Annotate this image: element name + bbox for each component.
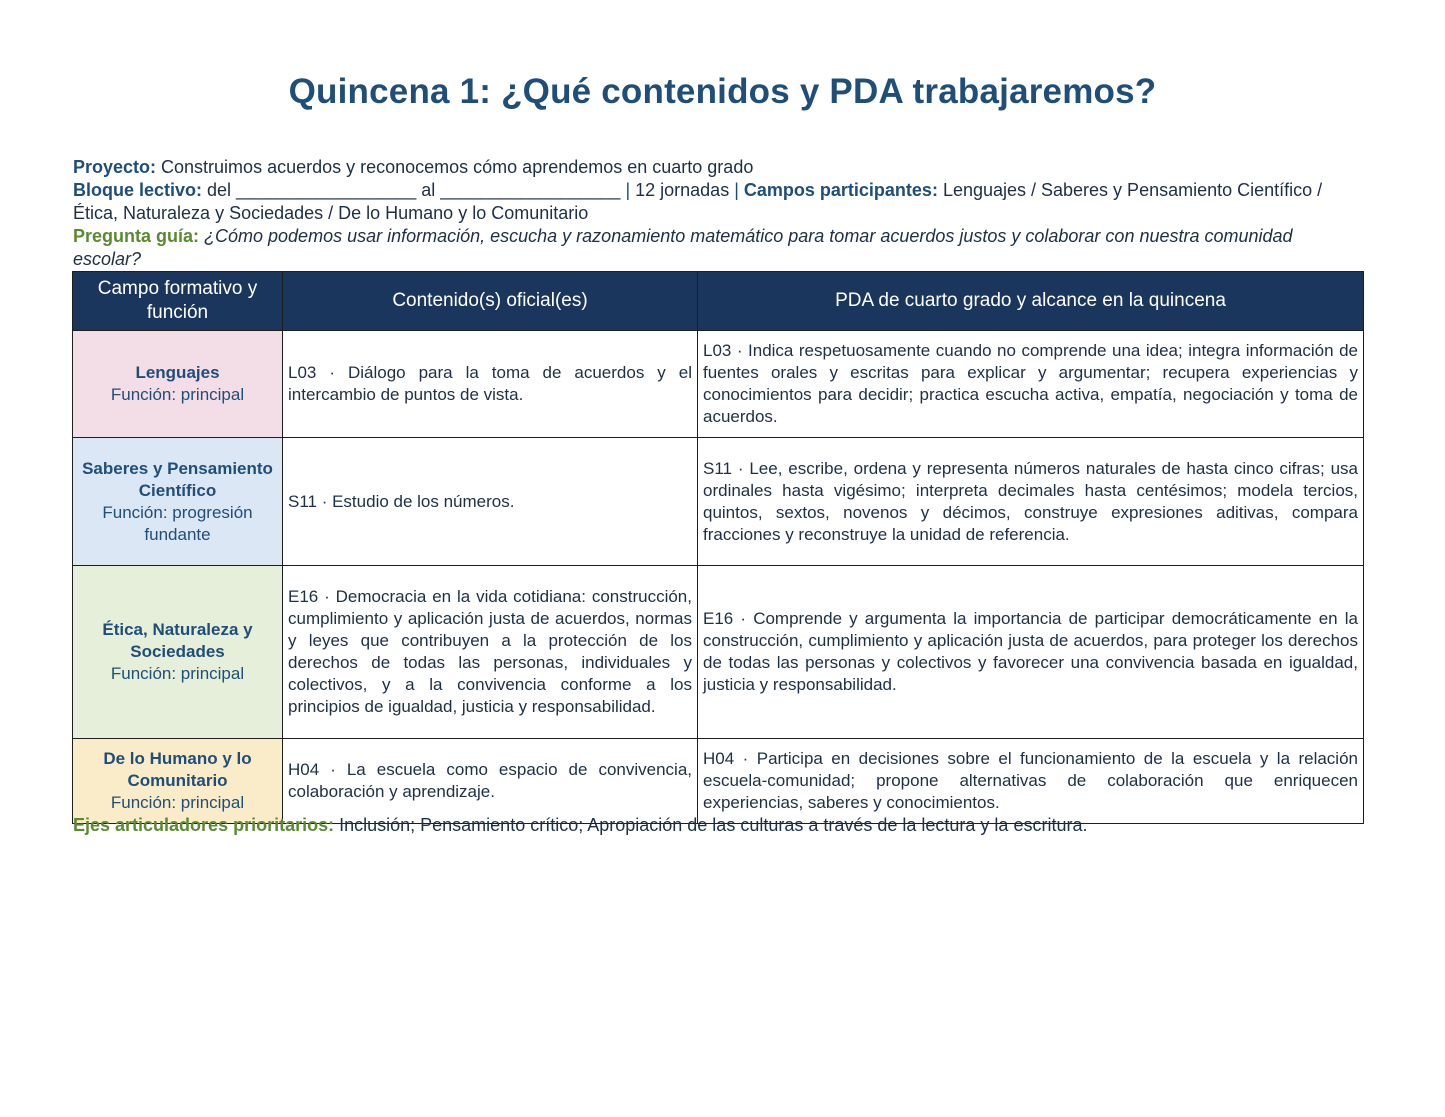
ejes-label: Ejes articuladores prioritarios:: [73, 815, 335, 835]
table-header-row: [73, 272, 1364, 331]
contenido-cell: S11 · Estudio de los números.: [283, 438, 698, 566]
campos-separator: |: [729, 180, 744, 200]
pregunta-line: [73, 225, 1363, 271]
proyecto-label: Proyecto:: [73, 157, 157, 177]
bloque-label: Bloque lectivo:: [73, 180, 203, 200]
jornadas-separator: |: [625, 180, 636, 200]
header-pda: PDA de cuarto grado y alcance en la quincena: [698, 272, 1364, 331]
campo-funcion: Función: progresión fundante: [102, 502, 253, 544]
table-row: [73, 438, 1364, 566]
bloque-line: [73, 179, 1363, 225]
pregunta-value: ¿Cómo podemos usar información, escucha y razonamiento matemático para tomar acuerdos justos y colaborar con nuestra comunidad escolar?: [73, 226, 1293, 269]
proyecto-value: Construimos acuerdos y reconocemos cómo aprendemos en cuarto grado: [156, 157, 754, 177]
ejes-articuladores: [73, 814, 1363, 837]
contenido-cell: H04 · La escuela como espacio de convivencia, colaboración y aprendizaje.: [283, 739, 698, 824]
campo-name: Ética, Naturaleza y Sociedades: [102, 620, 253, 661]
campo-cell: [73, 566, 283, 739]
pda-cell: H04 · Participa en decisiones sobre el funcionamiento de la escuela y la relación escuela-comunidad; propone alternativas de colaboración que enriquecen experiencias, saberes y conocimientos.: [698, 739, 1364, 824]
campos-label: Campos participantes:: [743, 180, 938, 200]
table-row: [73, 566, 1364, 739]
table-row: [73, 739, 1364, 824]
campo-name: De lo Humano y lo Comunitario: [103, 749, 252, 790]
contenido-cell: L03 · Diálogo para la toma de acuerdos y el intercambio de puntos de vista.: [283, 331, 698, 438]
project-info: [73, 156, 1363, 271]
header-campo: Campo formativo y función: [73, 272, 283, 331]
campo-cell: [73, 739, 283, 824]
proyecto-line: [73, 156, 1363, 179]
table-row: [73, 331, 1364, 438]
header-contenido: Contenido(s) oficial(es): [283, 272, 698, 331]
pregunta-label: Pregunta guía:: [73, 226, 200, 246]
campo-funcion: Función: principal: [110, 385, 245, 404]
page-title: Quincena 1: ¿Qué contenidos y PDA trabajaremos?: [288, 72, 1157, 111]
campo-name: Lenguajes: [135, 363, 220, 382]
campo-funcion: Función: principal: [110, 793, 245, 812]
contenido-cell: E16 · Democracia en la vida cotidiana: construcción, cumplimiento y aplicación justa de acuerdos, normas y leyes que contribuyen a la protección de los derechos de todas las personas, individuales y colectivos, y a la convivencia conforme a los principios de igualdad, justicia y responsabilidad.: [283, 566, 698, 739]
pda-cell: E16 · Comprende y argumenta la importancia de participar democráticamente en la construcción, cumplimiento y aplicación justa de acuerdos, para proteger los derechos de todas las personas y colectivos y favorecer una convivencia basada en igualdad, justicia y responsabilidad.: [698, 566, 1364, 739]
pda-cell: L03 · Indica respetuosamente cuando no comprende una idea; integra información de fuentes orales y escritas para explicar y argumentar; recupera experiencias y conocimientos para decidir; practica escucha activa, empatía, negociación y toma de acuerdos.: [698, 331, 1364, 438]
campo-cell: [73, 331, 283, 438]
pda-cell: S11 · Lee, escribe, ordena y representa números naturales de hasta cinco cifras; usa ordinales hasta vigésimo; interpreta decimales hasta centésimos; modela tercios, quintos, sextos, novenos y décimos, construye expresiones aditivas, compara fracciones y reconstruye la unidad de referencia.: [698, 438, 1364, 566]
campos-value: Lenguajes / Saberes y Pensamiento Científico / Ética, Naturaleza y Sociedades / De lo Humano y lo Comunitario: [73, 180, 1323, 223]
campo-cell: [73, 438, 283, 566]
campo-name: Saberes y Pensamiento Científico: [82, 458, 273, 500]
jornadas-value: 12 jornadas: [635, 180, 730, 200]
contenidos-table: [72, 271, 1364, 824]
campo-funcion: Función: principal: [110, 664, 245, 683]
bloque-value: del __________________ al __________________: [202, 180, 626, 200]
ejes-value: Inclusión; Pensamiento crítico; Apropiación de las culturas a través de la lectura y la escritura.: [334, 815, 1088, 835]
